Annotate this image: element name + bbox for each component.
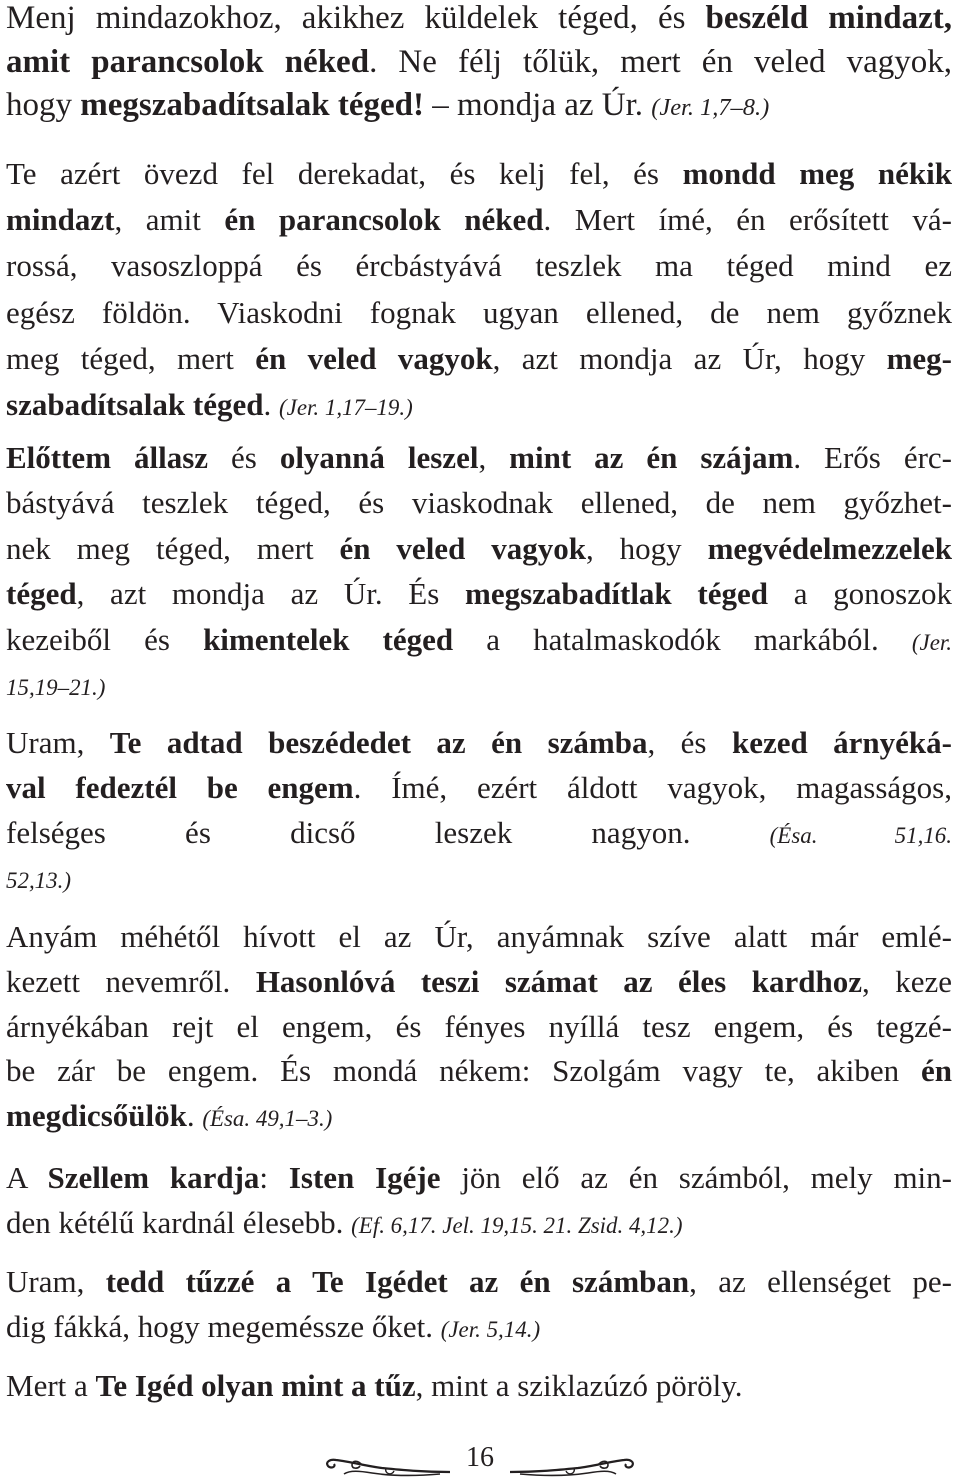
body-text: Uram, (6, 1264, 106, 1299)
scripture-reference: 15,19–21.) (6, 675, 106, 700)
body-text: , amit (114, 202, 225, 237)
body-text: . Ne félj tőlük, mert én veled vagyok, (369, 44, 952, 80)
body-text: és (208, 440, 280, 475)
body-text: , keze (861, 964, 953, 999)
emphasis-text: Előttem állasz (6, 440, 209, 475)
body-text: meg téged, mert (6, 341, 256, 376)
text-line (6, 297, 952, 328)
text-line (6, 1055, 952, 1086)
body-text: Menj mindazokhoz, akikhez küldelek téged, és (6, 0, 706, 36)
emphasis-text: val fedeztél be engem (6, 770, 354, 805)
text-line (6, 158, 952, 189)
emphasis-text: én parancsolok néked (224, 202, 544, 237)
body-text: nek meg téged, mert (6, 531, 340, 566)
text-line (6, 1100, 332, 1131)
body-text: Mert a (6, 1368, 96, 1403)
emphasis-text: olyanná leszel (279, 440, 479, 475)
body-text: , azt mondja az Úr, hogy (492, 341, 887, 376)
body-text: . (186, 1098, 203, 1133)
text-line (6, 204, 952, 235)
body-text: – mondja az Úr. (423, 87, 652, 123)
text-line (6, 1162, 952, 1193)
text-line (6, 487, 952, 518)
body-text: árnyékában rejt el engem, és fényes nyíllá tesz engem, és tegzé- (6, 1009, 952, 1044)
emphasis-text: beszéld mindazt, (705, 0, 952, 36)
right-ornament-icon (508, 1456, 638, 1480)
emphasis-text: megdicsőülök (6, 1098, 187, 1133)
text-line (6, 1011, 952, 1042)
body-text: . Ímé, ezért áldott vagyok, magasságos, (353, 770, 952, 805)
body-text: jön elő az én számból, mely min- (440, 1160, 952, 1195)
body-text: , (478, 440, 510, 475)
text-line (6, 727, 952, 758)
emphasis-text: Isten Igéje (288, 1160, 441, 1195)
body-text: hogy (6, 87, 81, 123)
text-line (6, 624, 952, 655)
scripture-reference: (Ef. 6,17. Jel. 19,15. 21. Zsid. 4,12.) (351, 1213, 683, 1238)
text-line (6, 966, 952, 997)
text-line (6, 46, 952, 79)
scripture-reference: (Ésa. 49,1–3.) (202, 1106, 333, 1131)
emphasis-text: tedd tűzzé a Te Igédet az én számban (105, 1264, 690, 1299)
body-text: . Erős érc- (793, 440, 952, 475)
emphasis-text: mondd meg nékik (682, 156, 952, 191)
body-text: , hogy (585, 531, 708, 566)
body-text: bástyává teszlek téged, és viaskodnak ellened, de nem győzhet- (6, 485, 952, 520)
scripture-reference: (Jer. 1,7–8.) (651, 94, 770, 121)
page-number: 16 (466, 1442, 494, 1473)
body-text: be zár be engem. És mondá nékem: Szolgám vagy te, akiben (6, 1053, 921, 1088)
emphasis-text: téged (6, 576, 77, 611)
emphasis-text: én veled vagyok (255, 341, 493, 376)
text-line (6, 343, 952, 374)
body-text: A (6, 1160, 48, 1195)
text-line (6, 442, 952, 473)
body-text: kezett nevemről. (6, 964, 256, 999)
body-text: , az ellenséget pe- (689, 1264, 952, 1299)
body-text: rossá, vasoszloppá és ércbástyává teszlek ma téged mind ez (6, 248, 952, 283)
emphasis-text: mindazt (6, 202, 115, 237)
emphasis-text: Te Igéd olyan mint a tűz (95, 1368, 416, 1403)
text-line (6, 669, 105, 700)
text-line (6, 1370, 742, 1401)
text-line (6, 250, 952, 281)
emphasis-text: megvédelmezzelek (707, 531, 952, 566)
scripture-reference: (Jer. 5,14.) (440, 1317, 541, 1342)
text-line (6, 1266, 952, 1297)
body-text: . (263, 387, 279, 422)
body-text: a hatalmaskodók markából. (453, 622, 912, 657)
text-line (6, 578, 952, 609)
body-text: : (259, 1160, 289, 1195)
emphasis-text: amit parancsolok néked (6, 44, 370, 80)
emphasis-text: én veled vagyok (339, 531, 586, 566)
body-text: , azt mondja az Úr. És (76, 576, 465, 611)
text-line (6, 89, 769, 122)
scripture-reference: (Ésa. 51,16. (769, 823, 952, 848)
body-text: kezeiből és (6, 622, 204, 657)
body-text: egész földön. Viaskodni fognak ugyan ellened, de nem győznek (6, 295, 952, 330)
text-line (6, 1311, 540, 1342)
body-text: dig fákká, hogy megeméssze őket. (6, 1309, 441, 1344)
body-text: Uram, (6, 725, 110, 760)
body-text: . Mert ímé, én erősített vá- (543, 202, 952, 237)
page-footer (0, 1436, 960, 1480)
text-line (6, 533, 952, 564)
text-line (6, 772, 952, 803)
emphasis-text: szabadítsalak téged (6, 387, 264, 422)
text-line (6, 2, 952, 35)
text-line (6, 1207, 682, 1238)
emphasis-text: megszabadítsalak téged! (80, 87, 424, 123)
emphasis-text: Hasonlóvá teszi számat az éles kardhoz (255, 964, 862, 999)
body-text: a gonoszok (767, 576, 952, 611)
text-line (6, 921, 952, 952)
text-line (6, 862, 71, 893)
emphasis-text: meg- (886, 341, 952, 376)
scripture-reference: 52,13.) (6, 868, 71, 893)
body-text: , mint a sziklazúzó pöröly. (415, 1368, 743, 1403)
body-text: Anyám méhétől hívott el az Úr, anyámnak szíve alatt már emlé- (6, 919, 952, 954)
emphasis-text: Szellem kardja (47, 1160, 260, 1195)
body-text: , és (647, 725, 732, 760)
emphasis-text: kezed árnyéká- (731, 725, 952, 760)
text-line (6, 817, 952, 848)
body-text: Te azért övezd fel derekadat, és kelj fel, és (6, 156, 683, 191)
emphasis-text: megszabadítlak téged (465, 576, 768, 611)
emphasis-text: Te adtad beszédedet az én számba (109, 725, 648, 760)
emphasis-text: én (921, 1053, 952, 1088)
emphasis-text: mint az én szájam (509, 440, 794, 475)
scripture-reference: (Jer. 1,17–19.) (279, 395, 413, 420)
body-text: den kétélű kardnál élesebb. (6, 1205, 352, 1240)
scripture-reference: (Jer. (911, 630, 952, 655)
body-text: felséges és dicső leszek nagyon. (6, 815, 770, 850)
emphasis-text: kimentelek téged (203, 622, 454, 657)
text-line (6, 389, 413, 420)
